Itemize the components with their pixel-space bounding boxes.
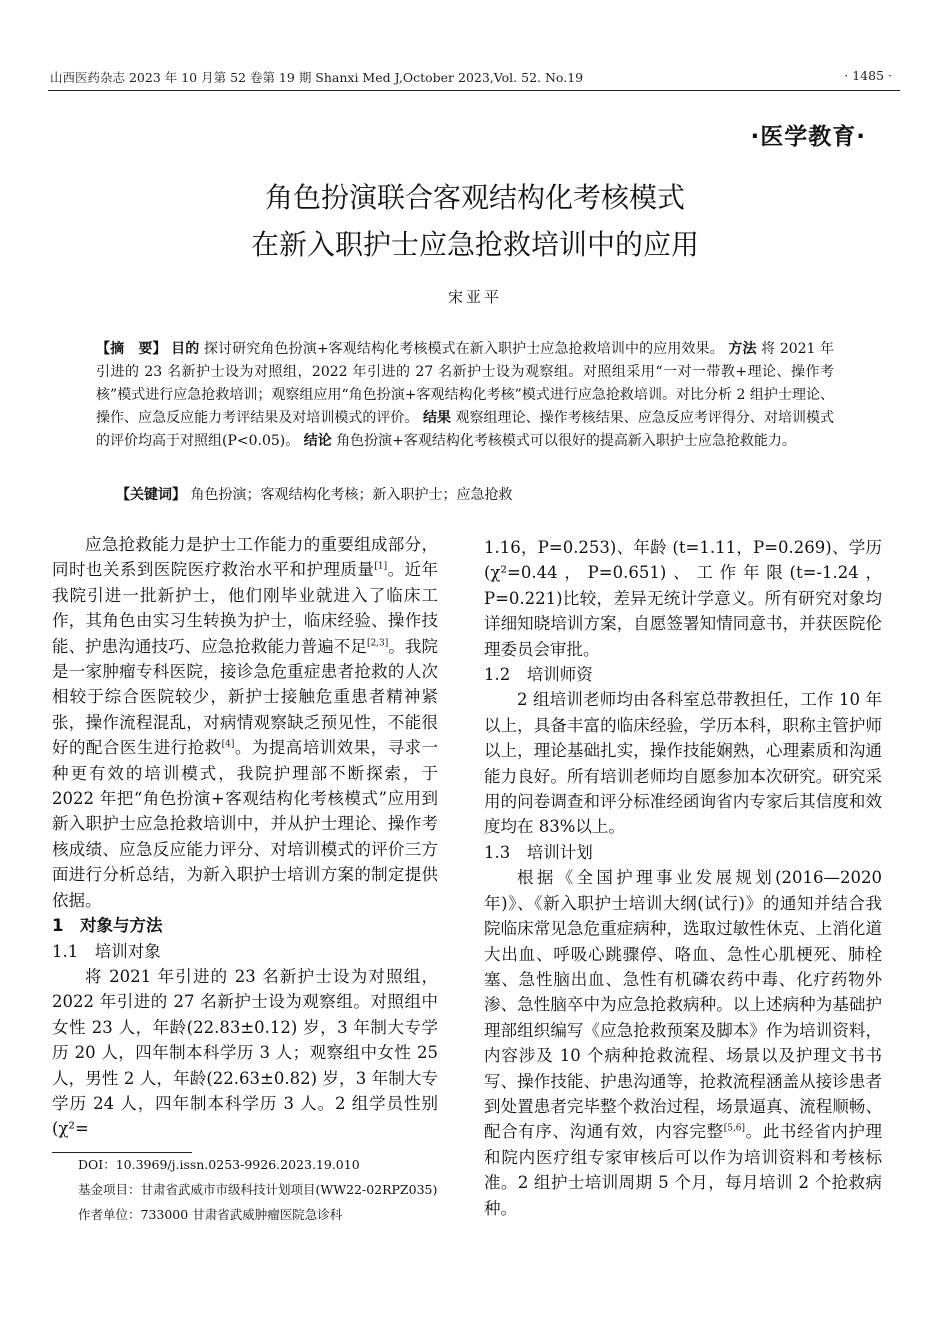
header-rule <box>48 90 900 91</box>
journal-citation: 山西医药杂志 2023 年 10 月第 52 卷第 19 期 Shanxi Med J,October 2023,Vol. 52. No.19 <box>50 70 584 85</box>
results-text: 观察组理论、操作考核结果、应急反应考评得分、对培训模式的评价均高于对照组(P<0.05)。 <box>96 410 835 449</box>
right-column <box>484 535 882 1221</box>
keywords <box>116 484 512 504</box>
purpose-text: 探讨研究角色扮演+客观结构化考核模式在新入职护士应急抢救培训中的应用效果。 <box>203 341 724 357</box>
footnotes <box>52 1152 444 1227</box>
page-number: · 1485 · <box>844 68 892 83</box>
intro-text-2: 。近年我院引进一批新护士，他们刚毕业就进入了临床工作，其角色由实习生转换为护士，临床经验、操作技能、护患沟通技巧、应急抢救能力普遍不足 <box>52 560 439 656</box>
methods-text: 将 2021 年引进的 23 名新护士设为对照组，2022 年引进的 27 名新护士设为观察组。对照组采用“一对一带教+理论、操作考核”模式进行应急抢救培训；观察组应用“角色扮演+客观结构化考核”模式进行应急抢救培训。对比分析 2 组护士理论、操作、应急反应能力考评结果及对培训模式的评价。 <box>96 341 835 426</box>
author-name: 宋亚平 <box>447 288 502 306</box>
plan-paragraph <box>484 865 882 1221</box>
conclusion-text: 角色扮演+客观结构化考核模式可以很好的提高新入职护士应急抢救能力。 <box>336 433 796 449</box>
trainers-paragraph: 2 组培训老师均由各科室总带教担任，工作 10 年以上，具备丰富的临床经验，学历本科，职称主管护师以上，理论基础扎实，操作技能娴熟，心理素质和沟通能力良好。所有培训老师均自愿参加本次研究。研究采用的问卷调查和评分标准经函询省内专家后其信度和效度均在 83%以上。 <box>484 690 882 837</box>
intro-text-3: 。我院是一家肿瘤专科医院，接诊急危重症患者抢救的人次相较于综合医院较少，新护士接触危重患者精神紧张，操作流程混乱，对病情观察缺乏预见性，不能很好的配合医生进行抢救 <box>52 636 439 758</box>
author-affiliation: 作者单位：733000 甘肃省武威肿瘤医院急诊科 <box>78 1207 343 1222</box>
heading-plan: 1.3 培训计划 <box>484 842 593 862</box>
heading-methods: 1 对象与方法 <box>52 916 163 936</box>
left-column <box>52 532 438 1142</box>
intro-text-1: 应急抢救能力是护士工作能力的重要组成部分，同时也关系到医院医疗救治水平和护理质量 <box>52 535 438 580</box>
keywords-text: 角色扮演；客观结构化考核；新入职护士；应急抢救 <box>190 487 513 503</box>
intro-text-4: 。为提高培训效果，寻求一种更有效的培训模式，我院护理部不断探索，于 2022 年把“角色扮演+客观结构化考核模式”应用到新入职护士应急抢救培训中，并从护士理论、操作考核成绩、应急反应能力评分、对培训模式的评价三方面进行分析总结，为新入职护士培训方案的制定提供依据。 <box>52 738 439 910</box>
results-label: 结果 <box>422 410 452 426</box>
conclusion-label: 结论 <box>303 433 332 449</box>
article-title <box>0 174 950 268</box>
ref-4: [5,6] <box>723 1123 746 1134</box>
keywords-label: 【关键词】 <box>116 487 186 503</box>
doi: DOI：10.3969/j.issn.0253-9926.2023.19.010 <box>78 1157 360 1172</box>
heading-subjects: 1.1 培训对象 <box>52 941 161 961</box>
plan-text-1: 根据《全国护理事业发展规划(2016—2020 年)》、《新入职护士培训大纲(试行)》的通知并结合我院临床常见急危重症病种，选取过敏性休克、上消化道大出血、呼吸心跳骤停、咯血、急性心肌梗死、肺栓塞、急性脑出血、急性有机磷农药中毒、化疗药物外渗、急性脑卒中为应急抢救病种。以上述病种为基础护理部组织编写《应急抢救预案及脚本》作为培训资料，内容涉及 10 个病种抢救流程、场景以及护理文书书写、操作技能、护患沟通等，抢救流程涵盖从接诊患者到处置患者完毕整个救治过程，场景逼真、流程顺畅、配合有序、沟通有效，内容完整 <box>484 868 882 1142</box>
abstract <box>96 338 834 453</box>
ref-2: [2,3] <box>366 638 389 649</box>
ref-1: [1] <box>374 561 388 572</box>
fund-info: 基金项目：甘肃省武威市市级科技计划项目(WW22-02RPZ035) <box>78 1182 438 1197</box>
title-line-2: 在新入职护士应急抢救培训中的应用 <box>250 228 699 261</box>
title-line-1: 角色扮演联合客观结构化考核模式 <box>264 181 685 214</box>
abstract-label: 【摘 要】 <box>96 341 167 357</box>
methods-label: 方法 <box>728 341 757 357</box>
intro-paragraph <box>52 532 438 913</box>
heading-trainers: 1.2 培训师资 <box>484 665 593 685</box>
subjects-continued: 1.16，P=0.253)、年龄 (t=1.11，P=0.269)、学历 (χ²=0.44，P=0.651)、工作年限(t=-1.24，P=0.221)比较，差异无统计学意义。所有研究对象均详细知晓培训方案，自愿签署知情同意书，并获医院伦理委员会审批。 <box>484 538 882 659</box>
purpose-label: 目的 <box>171 341 200 357</box>
ref-3: [4] <box>221 739 235 750</box>
plan-text-2: 。此书经省内护理和院内医疗组专家审核后可以作为培训资料和考核标准。2 组护士培训周期 5 个月，每月培训 2 个抢救病种。 <box>484 1122 883 1218</box>
subjects-paragraph: 将 2021 年引进的 23 名新护士设为对照组，2022 年引进的 27 名新护士设为观察组。对照组中女性 23 人，年龄(22.83±0.12) 岁，3 年制大专学历 20 人，四年制本科学历 3 人；观察组中女性 25 人，男性 2 人，年龄(22.63±0.82) 岁，3 年制大专学历 24 人，四年制本科学历 3 人。2 组学员性别 (χ²= <box>52 966 438 1139</box>
section-tag: ·医学教育· <box>750 124 866 150</box>
running-header <box>50 66 900 88</box>
